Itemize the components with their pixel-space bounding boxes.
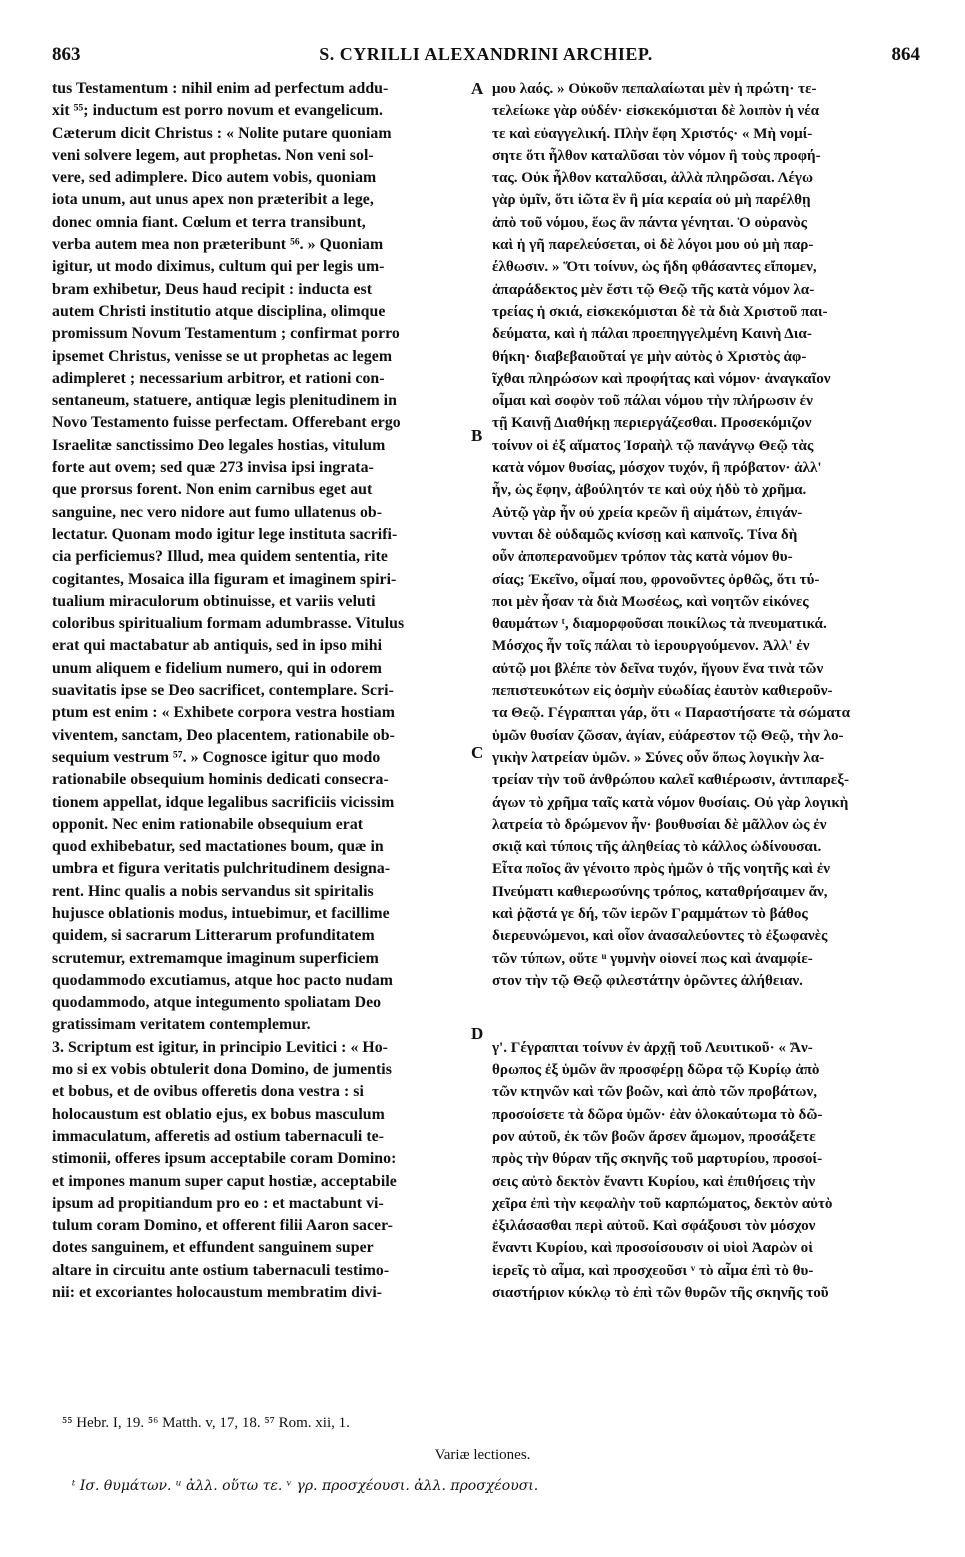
greek-text-line: Μόσχος ἦν τοῖς πάλαι τὸ ἱερουργούμενον. Ἀλλ' ἐν bbox=[492, 638, 810, 655]
latin-text-line: viventem, sanctam, Deo placentem, rationabile ob- bbox=[52, 726, 395, 744]
latin-text-line: ipsemet Christus, venisse se ut prophetas ac legem bbox=[52, 347, 393, 365]
latin-text-line: veni solvere legem, aut prophetas. Non veni sol- bbox=[52, 146, 374, 164]
latin-text-line: nii: et excoriantes holocaustum membratim divi- bbox=[52, 1284, 383, 1302]
greek-text-line: θήκη· διαβεβαιοῦταί γε μὴν αὐτὸς ὁ Χριστὸς ἀφ- bbox=[492, 348, 807, 365]
greek-text-line: χεῖρα ἐπὶ τὴν κεφαλὴν τοῦ καρπώματος, δεκτὸν αὐτὸ bbox=[492, 1195, 833, 1212]
greek-text-line: θρωπος ἐξ ὑμῶν ἂν προσφέρῃ δῶρα τῷ Κυρίῳ ἀπὸ bbox=[492, 1062, 820, 1079]
latin-text-line: unum aliquem e fidelium numero, qui in odorem bbox=[52, 659, 382, 677]
greek-text-line: τα Θεῷ. Γέγραπται γάρ, ὅτι « Παραστήσατε τὰ σώματα bbox=[492, 705, 851, 722]
greek-text-line: θαυμάτων ᵗ, διαμορφοῦσαι ποικίλως τὰ πνευματικά. bbox=[492, 616, 827, 633]
greek-text-line bbox=[492, 992, 920, 1014]
latin-text-line: forte aut ovem; sed quæ 273 invisa ipsi ingrata- bbox=[52, 459, 374, 477]
page-number-left: 863 bbox=[52, 44, 81, 65]
greek-text-line: Πνεύματι καθιερωσύνης τρόπος, καταθρήσαιμεν ἄν, bbox=[492, 883, 828, 900]
latin-text-line: umbra et figura veritatis pulchritudinem designa- bbox=[52, 860, 391, 878]
greek-text-line: οὖν ἀποπερανοῦμεν τρόπον τὰς κατὰ νόμον θυ- bbox=[492, 549, 793, 566]
latin-text-line: tionem appellat, idque legalibus sacrificiis vicissim bbox=[52, 793, 395, 811]
latin-text-line: hujusce oblationis modus, intuebimur, et facillime bbox=[52, 904, 390, 922]
latin-text-line: scrutemur, extremamque imaginum superficiem bbox=[52, 949, 379, 967]
latin-text-line: tulum coram Domino, et offerent filii Aaron sacer- bbox=[52, 1217, 393, 1235]
greek-text-line: κατὰ νόμον θυσίας, μόσχον τυχόν, ἢ πρόβατον· ἀλλ' bbox=[492, 460, 822, 477]
greek-text-line: τοίνυν οἱ ἐξ αἵματος Ἰσραὴλ τῷ πανάγνῳ Θεῷ τὰς bbox=[492, 437, 814, 454]
greek-text-line: καὶ ἡ γῆ παρελεύσεται, οἱ δὲ λόγοι μου οὐ μὴ παρ- bbox=[492, 237, 814, 254]
latin-text-line: rationabile obsequium hominis dedicati consecra- bbox=[52, 771, 389, 789]
latin-text-line: ipsum ad propitiandum pro eo : et mactabunt vi- bbox=[52, 1194, 384, 1212]
latin-text-line: 3. Scriptum est igitur, in principio Levitici : « Ho- bbox=[52, 1038, 388, 1056]
column-marker-b: B bbox=[471, 426, 483, 445]
greek-text-line: τρείας ἡ σκιά, εἰσκεκόμισται δὲ τὰ διὰ Χριστοῦ παι- bbox=[492, 303, 828, 320]
greek-text-line: Εἶτα ποῖος ἂν γένοιτο πρὸς ἡμῶν ὁ τῆς νοητῆς καὶ ἐν bbox=[492, 861, 831, 878]
latin-text-line: iota unum, aut unus apex non præteribit a lege, bbox=[52, 191, 374, 209]
greek-text-line: ὑμῶν θυσίαν ζῶσαν, ἁγίαν, εὐάρεστον τῷ Θεῷ, τὴν λο- bbox=[492, 727, 844, 744]
greek-text-line: οἶμαι καὶ σοφὸν τοῦ πάλαι νόμου τὴν πλήρωσιν ἐν bbox=[492, 393, 813, 410]
greek-text-line: άγων τὸ χρῆμα ταῖς κατὰ νόμον θυσίαις. Οὐ γὰρ λογικὴ bbox=[492, 794, 849, 811]
latin-text-line: opponit. Nec enim rationabile obsequium erat bbox=[52, 815, 364, 833]
greek-text-line: έλθωσιν. » Ὅτι τοίνυν, ὡς ἤδη φθάσαντες εἴπομεν, bbox=[492, 259, 817, 276]
greek-text-line: γ'. Γέγραπται τοίνυν ἐν ἀρχῇ τοῦ Λευιτικοῦ· « Ἄν- bbox=[492, 1039, 813, 1056]
greek-text-line: δεύματα, καὶ ἡ πάλαι προεπηγγελμένη Καινὴ Δια- bbox=[492, 326, 812, 343]
latin-text-line: cia perficiemus? Illud, mea quidem sententia, rite bbox=[52, 548, 388, 566]
greek-text-line: διερευνώμενοι, καὶ οἷον ἀνασαλεύοντες τὸ ἐξωφανὲς bbox=[492, 928, 828, 945]
latin-text-line: sentaneum, statuere, antiquæ legis plenitudinem in bbox=[52, 392, 397, 410]
latin-text-line: sanguine, nec vero nidore aut fumo ullatenus ob- bbox=[52, 503, 383, 521]
latin-text-line: donec omnia fiant. Cœlum et terra transibunt, bbox=[52, 213, 366, 231]
latin-text-line: et bobus, et de ovibus offeretis dona vestra : si bbox=[52, 1083, 364, 1101]
greek-text-line: σκιᾷ καὶ τύποις τῆς ἀληθείας τὸ κάλλος ὠδίνουσαι. bbox=[492, 839, 822, 856]
latin-text-line: altare in circuitu ante ostium tabernaculi testimo- bbox=[52, 1261, 390, 1279]
latin-text-line: autem Christi institutio atque disciplina, olimque bbox=[52, 302, 386, 320]
varia-title: Variæ lectiones. bbox=[434, 1447, 531, 1463]
page-header bbox=[52, 40, 920, 70]
greek-text-line: τρείαν τὴν τοῦ ἀνθρώπου καλεῖ καθιέρωσιν, ἀντιπαρεξ- bbox=[492, 772, 849, 789]
greek-column bbox=[492, 78, 920, 1304]
latin-text-line: immaculatum, afferetis ad ostium tabernaculi te- bbox=[52, 1127, 385, 1145]
latin-text-line: mo si ex vobis obtulerit dona Domino, de jumentis bbox=[52, 1061, 392, 1079]
latin-text-line: sequium vestrum ⁵⁷. » Cognosce igitur quo modo bbox=[52, 748, 381, 766]
greek-text-line: λατρεία τὸ δρώμενον ἦν· βουθυσίαι δὲ μᾶλλον ὡς ἐν bbox=[492, 816, 827, 833]
latin-text-line: quodammodo, atque integumento spoliatam Deo bbox=[52, 994, 382, 1012]
greek-text-line: νυνται δὲ οὐδαμῶς κνίσσῃ καὶ καπνοῖς. Τίνα δὴ bbox=[492, 526, 798, 543]
greek-text-line: γὰρ ὑμῖν, ὅτι ἰῶτα ἓν ἢ μία κεραία οὐ μὴ παρέλθῃ bbox=[492, 192, 811, 209]
latin-text-line: tus Testamentum : nihil enim ad perfectum addu- bbox=[52, 80, 389, 97]
greek-text-line: τῇ Καινῇ Διαθήκῃ περιεργάζεσθαι. Προσεκόμιζον bbox=[492, 415, 812, 432]
latin-text-line: dotes sanguinem, et effundent sanguinem super bbox=[52, 1239, 374, 1257]
greek-text-line: σίας; Ἐκεῖνο, οἶμαί που, φρονοῦντες ὀρθῶς, ὅτι τύ- bbox=[492, 571, 820, 588]
greek-text-line: πεπιστευκότων εἰς ὀσμὴν εὐωδίας ἑαυτὸν καθιεροῦν- bbox=[492, 683, 833, 700]
greek-text-line: στον τὴν τῷ Θεῷ φιλεστάτην ὁρῶντες ἀλήθειαν. bbox=[492, 972, 803, 989]
greek-text-line: τῶν τύπων, οὕτε ᵘ γυμνὴν οἱονεί πως καὶ ἀναμφίε- bbox=[492, 950, 813, 967]
greek-text-line: πρὸς τὴν θύραν τῆς σκηνῆς τοῦ μαρτυρίου, προσοί- bbox=[492, 1151, 823, 1168]
greek-text-line: ἐξιλάσασθαι περὶ αὐτοῦ. Καὶ σφάξουσι τὸν μόσχον bbox=[492, 1218, 816, 1235]
latin-text-line: bram exhibetur, Deus haud recipit : inducta est bbox=[52, 280, 373, 298]
greek-text-line: μου λαός. » Οὐκοῦν πεπαλαίωται μὲν ἡ πρώτη· τε- bbox=[492, 81, 817, 97]
latin-text-line: verba autem mea non præteribunt ⁵⁶. » Quoniam bbox=[52, 236, 384, 254]
latin-text-line: adimpleret ; necessarium arbitror, et rationi con- bbox=[52, 369, 385, 387]
latin-text-line: promissum Novum Testamentum ; confirmat porro bbox=[52, 325, 400, 343]
greek-text-line: γικὴν λατρείαν ὑμῶν. » Σύνες οὖν ὅπως λογικὴν λα- bbox=[492, 749, 825, 766]
latin-text-line: igitur, ut modo diximus, cultum qui per legis um- bbox=[52, 258, 385, 276]
latin-text-line: quod exhibebatur, sed mactationes boum, quæ in bbox=[52, 838, 384, 856]
greek-text-line: τῶν κτηνῶν καὶ τῶν βοῶν, καὶ ἀπὸ τῶν προβάτων, bbox=[492, 1084, 817, 1101]
varia-lines: ᵗ Ισ. θυμάτων. ᵘ ἀλλ. οὕτω τε. ᵛ γρ. προσχέουσι. ἀλλ. προσχέουσι. bbox=[72, 1478, 539, 1494]
greek-text-line bbox=[492, 1014, 920, 1036]
greek-text-line: σητε ὅτι ἦλθον καταλῦσαι τὸν νόμον ἢ τοὺς προφή- bbox=[492, 147, 821, 164]
greek-text-line: ἔναντι Κυρίου, καὶ προσοίσουσιν οἱ υἱοὶ Ἀαρὼν οἱ bbox=[492, 1240, 813, 1257]
latin-text-line: tualium miraculorum obtinuisse, et variis veluti bbox=[52, 592, 376, 610]
footnotes: ⁵⁵ Hebr. I, 19. ⁵⁶ Matth. v, 17, 18. ⁵⁷ Rom. xii, 1. bbox=[62, 1415, 350, 1431]
latin-text-line: lectatur. Quonam modo igitur lege instituta sacrifi- bbox=[52, 525, 398, 543]
latin-text-line: erat qui mactabatur ab antiquis, sed in ipso mihi bbox=[52, 637, 383, 655]
greek-text-line: ἦν, ὡς ἔφην, ἀβούλητόν τε καὶ οὐχ ἡδὺ τὸ χρῆμα. bbox=[492, 482, 807, 499]
latin-text-line: Novo Testamento fuisse perfectam. Offerebant ergo bbox=[52, 414, 401, 432]
latin-text-line: quidem, si sacrarum Litterarum profunditatem bbox=[52, 927, 375, 945]
latin-text-line: coloribus spiritualium formam adumbrasse. Vitulus bbox=[52, 615, 405, 633]
latin-text-line: xit ⁵⁵; inductum est porro novum et evangelicum. bbox=[52, 102, 384, 120]
column-marker-a: A bbox=[471, 79, 484, 98]
greek-text-line: ρον αὐτοῦ, ἐκ τῶν βοῶν ἄρσεν ἄμωμον, προσάξετε bbox=[492, 1128, 816, 1145]
latin-text-line: quodammodo excutiamus, atque hoc pacto nudam bbox=[52, 971, 393, 989]
greek-text-line: σεις αὐτὸ δεκτὸν ἔναντι Κυρίου, καὶ ἐπιθήσεις τὴν bbox=[492, 1173, 816, 1190]
latin-text-line: ptum est enim : « Exhibete corpora vestra hostiam bbox=[52, 704, 395, 722]
greek-text-line: τας. Οὐκ ἦλθον καταλῦσαι, ἀλλὰ πληρῶσαι. Λέγω bbox=[492, 170, 814, 187]
latin-text-line: vere, sed adimplere. Dico autem vobis, quoniam bbox=[52, 169, 377, 187]
greek-text-line: προσοίσετε τὰ δῶρα ὑμῶν· ἐὰν ὁλοκαύτωμα τὸ δῶ- bbox=[492, 1106, 823, 1123]
greek-text-line: ἀπὸ τοῦ νόμου, ἕως ἂν πάντα γένηται. Ὁ οὐρανὸς bbox=[492, 214, 808, 231]
latin-text-line: rent. Hinc qualis a nobis servandus sit spiritalis bbox=[52, 882, 374, 900]
greek-text-line: ἀπαράδεκτος μὲν ἔστι τῷ Θεῷ τῆς κατὰ νόμον λα- bbox=[492, 281, 815, 298]
latin-text-line: et impones manum super caput hostiæ, acceptabile bbox=[52, 1172, 397, 1190]
running-title: S. CYRILLI ALEXANDRINI ARCHIEP. bbox=[319, 44, 653, 64]
latin-text-line: holocaustum est oblatio ejus, ex bobus masculum bbox=[52, 1105, 385, 1123]
latin-text-line: gratissimam veritatem contemplemur. bbox=[52, 1016, 311, 1034]
greek-text-line: σιαστήριον κύκλῳ τὸ ἐπὶ τῶν θυρῶν τῆς σκηνῆς τοῦ bbox=[492, 1285, 829, 1302]
latin-text-line: que prorsus forent. Non enim carnibus eget aut bbox=[52, 481, 373, 499]
latin-text-line: stimonii, offeres ipsum acceptabile coram Domino: bbox=[52, 1150, 397, 1168]
latin-text-line: Cæterum dicit Christus : « Nolite putare quoniam bbox=[52, 124, 392, 142]
greek-text-line: τε καὶ εὐαγγελική. Πλὴν ἔφη Χριστός· « Μὴ νομί- bbox=[492, 125, 813, 142]
greek-text-line: ποι μὲν ἦσαν τὰ διὰ Μωσέως, καὶ νοητῶν εἰκόνες bbox=[492, 593, 809, 610]
latin-text-line: suavitatis ipse se Deo sacrificet, contemplare. Scri- bbox=[52, 682, 394, 700]
greek-text-line: τελείωκε γὰρ οὐδέν· εἰσκεκόμισται δὲ λοιπὸν ἡ νέα bbox=[492, 103, 820, 120]
greek-text-line: αὐτῷ μοι βλέπε τὸν δεῖνα τυχόν, ἥγουν ἕνα τινὰ τῶν bbox=[492, 660, 824, 677]
latin-text-line: Israelitæ sanctissimo Deo legales hostias, vitulum bbox=[52, 436, 386, 454]
latin-text-line: cogitantes, Mosaica illa figuram et imaginem spiri- bbox=[52, 570, 397, 588]
greek-text-line: καὶ ῥᾷστά γε δή, τῶν ἱερῶν Γραμμάτων τὸ βάθος bbox=[492, 905, 808, 922]
greek-text-line: ἱερεῖς τὸ αἷμα, καὶ προσχεοῦσι ᵛ τὸ αἷμα ἐπὶ τὸ θυ- bbox=[492, 1262, 814, 1279]
column-marker-c: C bbox=[471, 743, 484, 762]
greek-text-line: Αὐτῷ γὰρ ἦν οὐ χρεία κρεῶν ἢ αἱμάτων, ἐπιγάν- bbox=[492, 504, 803, 521]
latin-column bbox=[52, 78, 470, 1304]
column-marker-d: D bbox=[471, 1024, 484, 1043]
page-number-right: 864 bbox=[891, 44, 920, 65]
greek-text-line: ῖχθαι πληρώσων καὶ προφήτας καὶ νόμον· ἀναγκαῖον bbox=[492, 370, 831, 387]
